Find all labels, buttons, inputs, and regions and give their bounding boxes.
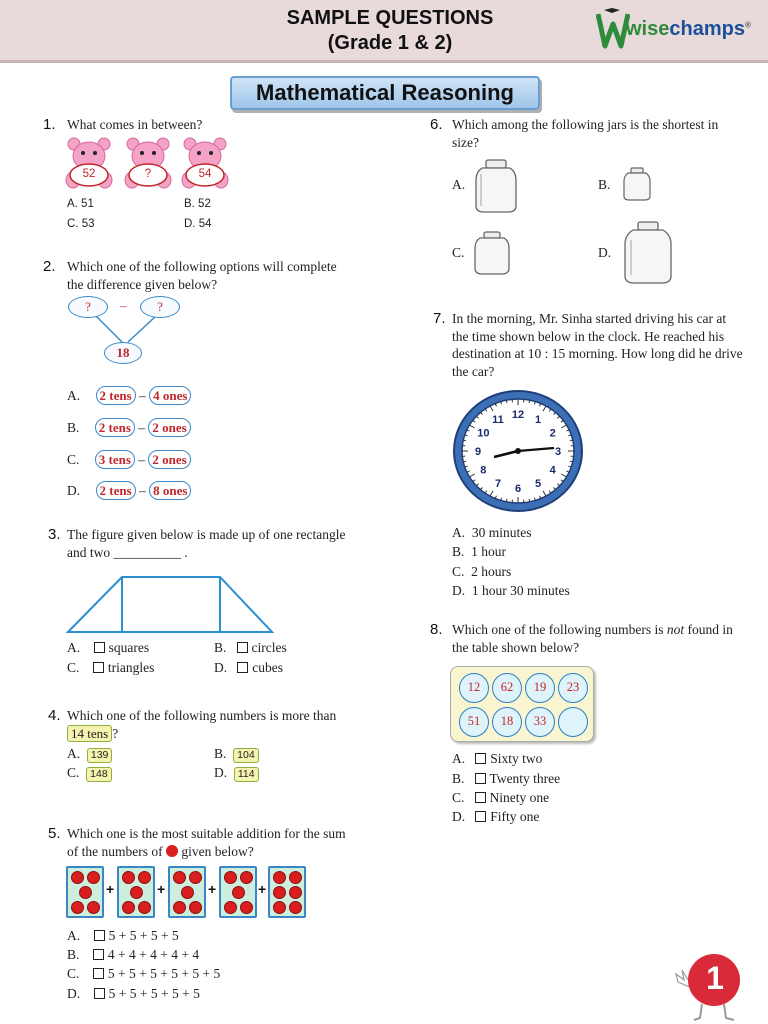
q8-number: 8. [430,621,443,638]
q6-number: 6. [430,116,443,133]
clock-tick [529,400,530,403]
q2-option-d[interactable] [67,481,191,500]
clock-tick [570,440,573,441]
q7-option-a[interactable]: A. 30 minutes [452,525,532,540]
clock-tick [570,461,573,462]
wisechamps-logo [596,6,766,50]
clock-number: 3 [554,446,562,458]
q3-option-a-checkbox[interactable] [94,642,105,653]
q6-text-line2: size? [452,134,479,150]
q1-option-a[interactable]: A. 51 [67,198,94,210]
q4-text-line1: Which one of the following numbers is more than [67,708,337,723]
q6-option-d[interactable]: D. [598,245,612,260]
q5-text-line2b: given below? [181,843,254,859]
q2-option-b[interactable] [67,418,191,437]
q4-option-c[interactable]: C. 148 [67,765,112,782]
clock-number: 11 [492,413,504,426]
q7-clock [452,389,584,513]
q1-bear-1-label: 52 [82,168,96,180]
q2-text-line2: the difference given below? [67,276,218,292]
q8-cell-7: 33 [525,707,555,737]
q8-option-d-checkbox[interactable] [475,811,486,822]
q1-teddy-bears [64,136,234,192]
q4-number: 4. [48,707,61,724]
q2-option-d-letter: D. [67,483,81,498]
jar-b-icon [622,166,652,202]
q5-plus-1: + [106,881,115,897]
q5-plus-4: + [258,881,267,897]
q5-option-c[interactable]: C. 5 + 5 + 5 + 5 + 5 + 5 [67,966,221,981]
clock-number: 12 [511,409,525,421]
q8-text-line1a: Which one of the following numbers is [452,622,664,637]
q5-plus-3: + [208,881,217,897]
q4-option-b-value: 104 [233,748,259,763]
jar-c-icon [472,230,512,276]
clock-number: 10 [477,427,490,440]
header-title [240,6,540,56]
clock-number: 5 [534,478,542,491]
q8-option-d[interactable]: D. Fifty one [452,809,540,824]
q8-text-not: not [666,622,685,637]
q4-option-d[interactable]: D. 114 [214,765,259,782]
q2-option-a-letter: A. [67,388,81,403]
q8-option-a-checkbox[interactable] [475,753,486,764]
q2-option-c-letter: C. [67,452,80,467]
q6-text-line1: Which among the following jars is the shortest in [452,117,719,132]
q8-cell-6: 18 [492,707,522,737]
clock-number: 4 [549,464,556,477]
q7-option-c[interactable]: C. 2 hours [452,564,512,579]
q5-text-line2a: of the numbers of [67,843,163,859]
q2-option-c-dash: – [138,452,146,467]
q8-option-c[interactable]: C. Ninety one [452,790,550,805]
clock-tick [463,461,466,462]
q7-number: 7. [433,310,446,327]
q4-tens-tag: 14 tens [67,725,112,742]
q3-option-c[interactable]: C. triangles [67,660,155,675]
clock-number: 9 [474,446,482,458]
q8-option-a[interactable]: A. Sixty two [452,751,543,766]
clock-number: 2 [549,427,556,440]
q4-option-a-value: 139 [87,748,113,763]
q5-option-d[interactable]: D. 5 + 5 + 5 + 5 + 5 [67,986,200,1001]
q5-die-4 [219,866,257,918]
logo-wise: wise [626,18,670,40]
q2-tree-result: 18 [104,342,142,364]
q8-text-line2: the table shown below? [452,639,580,655]
q2-tree-right: ? [140,296,180,318]
q8-cell-4: 23 [558,673,588,703]
clock-number: 1 [534,413,542,426]
q5-option-d-checkbox[interactable] [94,988,105,999]
q4-option-b[interactable]: B. 104 [214,746,259,763]
q8-cell-1: 12 [459,673,489,703]
clock-tick [506,400,507,403]
q2-option-b-letter: B. [67,420,80,435]
q2-tree-left: ? [68,296,108,318]
q1-number: 1. [43,116,56,133]
q6-option-a[interactable]: A. [452,177,466,192]
q2-option-c-ones: 2 ones [148,450,190,469]
q5-die-5 [268,866,306,918]
q1-bear-2-label: ? [144,168,152,180]
q8-number-table [450,666,594,742]
q8-text [452,621,733,656]
section-banner: Mathematical Reasoning [230,76,540,110]
q5-option-a-checkbox[interactable] [94,930,105,941]
q5-option-c-checkbox[interactable] [93,968,104,979]
q4-option-d-value: 114 [234,767,259,782]
logo-champs: champs [669,18,745,40]
clock-tick [506,499,507,502]
q7-option-d[interactable]: D. 1 hour 30 minutes [452,583,570,598]
q7-text [452,310,743,380]
clock-number: 8 [480,464,487,477]
q2-option-a-tens: 2 tens [96,386,136,405]
q3-option-b[interactable]: B. circles [214,640,287,655]
q7-text-line4: the car? [452,363,495,379]
q5-option-b-checkbox[interactable] [93,949,104,960]
q5-option-b[interactable]: B. 4 + 4 + 4 + 4 + 4 [67,947,200,962]
header-title-line2: (Grade 1 & 2) [327,32,453,54]
q8-cell-2: 62 [492,673,522,703]
q1-text: What comes in between? [67,117,203,132]
q2-option-b-ones: 2 ones [148,418,190,437]
q8-cell-8 [558,707,588,737]
q2-option-c[interactable] [67,450,191,469]
q3-trapezoid-figure [66,574,276,636]
red-dot-icon [166,845,178,857]
teddy-bear-icons [64,136,234,192]
q6-option-c[interactable]: C. [452,245,465,260]
q1-bear-3-label: 54 [198,168,212,180]
q8-option-b-checkbox[interactable] [475,773,486,784]
logo-w-icon [596,6,630,50]
q2-option-a-ones: 4 ones [149,386,191,405]
q2-option-d-ones: 8 ones [149,481,191,500]
header-title-line1: SAMPLE QUESTIONS [286,7,494,29]
q3-text [67,526,346,561]
q1-option-b[interactable]: B. 52 [184,198,211,210]
q1-option-c[interactable]: C. 53 [67,218,95,230]
q5-die-3 [168,866,206,918]
q5-text-line1: Which one is the most suitable addition for the sum [67,826,346,841]
q5-number: 5. [48,825,61,842]
jar-a-icon [472,158,520,214]
q2-number: 2. [43,258,56,275]
clock-number: 7 [494,478,502,491]
q2-option-c-tens: 3 tens [95,450,135,469]
q3-option-d-checkbox[interactable] [237,662,248,673]
logo-registered: ® [744,20,751,30]
clock-number: 6 [514,483,522,495]
q3-option-c-checkbox[interactable] [93,662,104,673]
q6-text [452,116,718,151]
q3-option-d[interactable]: D. cubes [214,660,283,675]
q7-text-line1: In the morning, Mr. Sinha started driving his car at [452,311,727,326]
q5-die-2 [117,866,155,918]
q5-option-a[interactable]: A. 5 + 5 + 5 + 5 [67,928,179,943]
q2-option-a[interactable] [67,386,191,405]
q4-text [67,707,336,742]
q8-cell-3: 19 [525,673,555,703]
q7-option-b[interactable]: B. 1 hour [452,544,507,559]
q3-text-line2: and two __________ . [67,544,188,560]
q2-tree-minus: – [120,298,127,313]
q5-plus-2: + [157,881,166,897]
q2-option-d-tens: 2 tens [96,481,136,500]
q4-text-end: ? [112,725,119,741]
q4-option-a[interactable]: A. 139 [67,746,112,763]
q5-die-1 [66,866,104,918]
q8-option-c-checkbox[interactable] [475,792,486,803]
q2-text-line1: Which one of the following options will complete [67,259,337,274]
page-number: 1 [706,960,724,996]
q7-text-line3: destination at 10 : 15 morning. How long did he drive [452,346,743,361]
clock-tick [463,440,466,441]
q2-text [67,258,337,293]
q2-option-a-dash: – [139,388,146,403]
q8-option-b[interactable]: B. Twenty three [452,771,561,786]
clock-tick [529,499,530,502]
q7-text-line2: the time shown below in the clock. He reached his [452,328,725,344]
q3-option-b-checkbox[interactable] [237,642,248,653]
q2-option-d-dash: – [139,483,146,498]
q1-option-d[interactable]: D. 54 [184,218,212,230]
q2-option-b-tens: 2 tens [95,418,135,437]
q6-option-b[interactable]: B. [598,177,611,192]
q3-text-line1: The figure given below is made up of one rectangle [67,527,346,542]
q3-option-a[interactable]: A. squares [67,640,150,655]
q5-text [67,825,346,860]
q8-cell-5: 51 [459,707,489,737]
q4-option-c-value: 148 [86,767,112,782]
jar-d-icon [622,220,674,286]
q2-option-b-dash: – [138,420,146,435]
q3-number: 3. [48,526,61,543]
q8-text-line1b: found in [687,622,733,637]
